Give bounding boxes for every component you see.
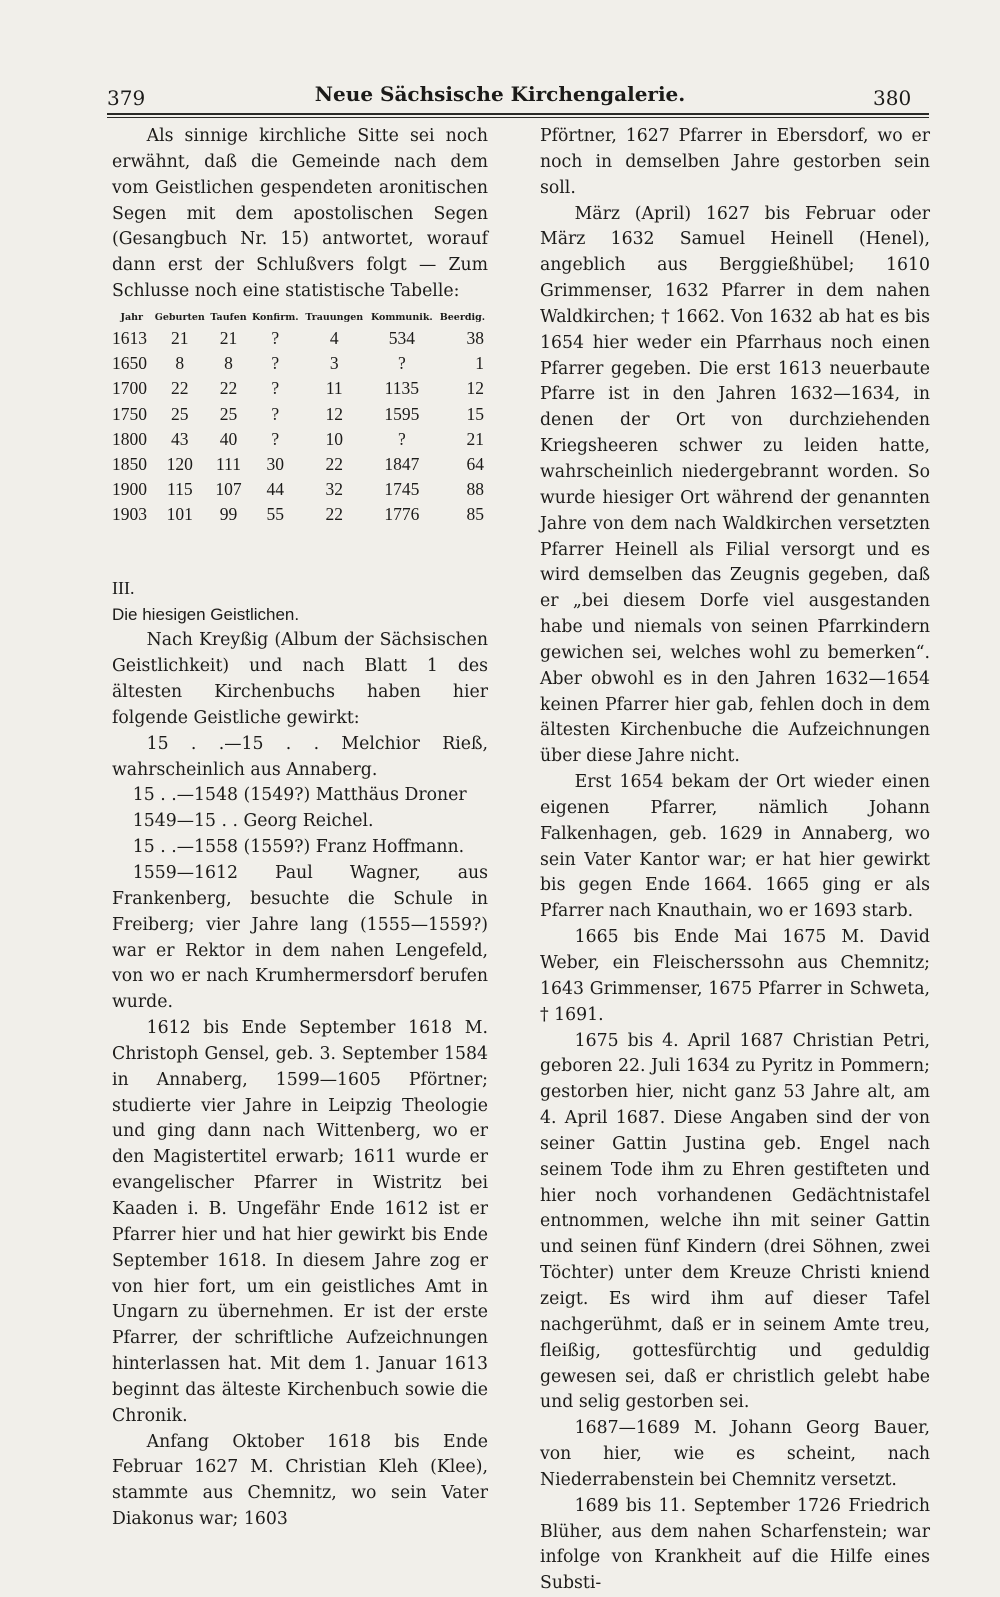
statistics-table [112, 306, 488, 528]
running-title: Neue Sächsische Kirchengalerie. [314, 82, 686, 106]
table-cell: 115 [166, 479, 193, 500]
table-cell: ? [271, 428, 280, 449]
table-row [112, 452, 488, 477]
table-cell: 22 [325, 504, 344, 525]
table-cell: 1776 [384, 504, 420, 525]
table-cell: 43 [171, 428, 189, 449]
left-column [112, 124, 488, 1533]
intro-paragraph: Als sinnige kirchliche Sitte sei noch erwähnt, daß die Gemeinde nach dem vom Geistlichen gespendeten aronitischen Segen mit dem apostolischen Segen (Gesangbuch Nr. 15) antwortet, worauf dann erst der Schlußvers folgt — Zum Schlusse noch eine statistische Tabelle: [112, 126, 488, 302]
table-cell: 1135 [384, 378, 420, 399]
table-cell: 22 [219, 378, 238, 399]
header-rule [107, 113, 929, 115]
table-cell: 3 [329, 353, 339, 374]
header-cell: Geburten [154, 311, 205, 323]
table-cell: 99 [219, 504, 238, 525]
header-cell: Taufen [210, 311, 247, 323]
table-cell: 21 [219, 328, 238, 348]
table-cell: 1700 [112, 378, 147, 399]
right-column [540, 124, 930, 1597]
table-row [112, 326, 488, 351]
table-cell: 21 [171, 328, 189, 348]
table-cell: ? [271, 403, 280, 424]
table-cell: 1650 [112, 353, 147, 374]
clergy-entry: 15 . .—15 . . Melchior Rieß, wahrscheinlich aus Annaberg. [112, 733, 488, 780]
clergy-entry: 15 . .—1548 (1549?) Matthäus Droner [132, 785, 467, 806]
table-cell: 101 [166, 504, 193, 525]
table-cell: ? [397, 428, 406, 449]
table-cell: 1 [475, 353, 484, 374]
table-row [112, 477, 488, 502]
table-cell: 88 [466, 479, 484, 500]
table-cell: 1903 [112, 504, 147, 525]
header-cell: Trauungen [305, 311, 364, 323]
header-cell: Kommunik. [370, 311, 433, 323]
clergy-entry: 1559—1612 Paul Wagner, aus Frankenberg, besuchte die Schule in Freiberg; vier Jahre lang (1555—1559?) war er Rektor in dem nahen Lengefeld, von wo er nach Krumhermersdorf berufen wurde. [112, 863, 488, 1013]
page-number-left: 379 [107, 86, 146, 110]
table-cell: 1900 [112, 479, 147, 500]
table-cell: 120 [166, 453, 193, 474]
section-spacer [112, 527, 488, 574]
table-cell: 55 [266, 504, 285, 525]
table-cell: 12 [325, 403, 344, 424]
table-cell: 32 [325, 479, 344, 500]
table-cell: 85 [466, 504, 484, 525]
table-header-row [112, 306, 488, 326]
table-row [112, 401, 488, 426]
table-cell: 64 [466, 453, 484, 474]
paragraph-1687: 1687—1689 M. Johann Georg Bauer, von hier, wie es scheint, nach Niederrabenstein bei Chemnitz versetzt. [540, 1418, 930, 1490]
table-cell: 107 [215, 479, 242, 500]
section-number: III. [112, 578, 135, 599]
continuation-paragraph: Pförtner, 1627 Pfarrer in Ebersdorf, wo er noch in demselben Jahre gestorben sein soll. [540, 126, 930, 198]
table-cell: 11 [325, 378, 343, 399]
table-cell: 25 [171, 403, 189, 424]
table-row [112, 427, 488, 452]
table-cell: 1800 [112, 428, 147, 449]
table-cell: 25 [219, 403, 238, 424]
table-row [112, 502, 488, 527]
paragraph-1627: März (April) 1627 bis Februar oder März 1632 Samuel Heinell (Henel), angeblich aus Berggießhübel; 1610 Grimmenser, 1632 Pfarrer in dem nahen Waldkirchen; † 1662. Von 1632 ab hat es bis 1654 hier weder ein Pfarrhaus noch einen Pfarrer gegeben. Die erst 1613 neuerbaute Pfarre ist in den Jahren 1632—1634, in denen der Ort von durchziehenden Kriegsheeren schwer zu leiden hatte, wahrscheinlich niedergebrannt worden. So wurde hiesiger Ort während der genannten Jahre von dem nach Waldkirchen versetzten Pfarrer Heinell als Filial versorgt und es wird demselben das Zeugnis gegeben, daß er „bei diesem Dorfe viel ausgestanden habe und niemals von seinen Pfarrkindern gewichen sei, welches wohl zu bemerken“. Aber obwohl es in den Jahren 1632—1654 keinen Pfarrer hier gab, fehlen doch in dem ältesten Kirchenbuche die Aufzeichnungen über diese Jahre nicht. [540, 203, 930, 767]
table-cell: 534 [388, 328, 415, 348]
table-row [112, 351, 488, 376]
table-cell: 8 [224, 353, 233, 374]
table-cell: ? [271, 378, 280, 399]
table-cell: 22 [325, 453, 344, 474]
page-header [0, 82, 1000, 112]
table-cell: 1750 [112, 403, 147, 424]
table-cell: 40 [219, 428, 238, 449]
header-cell: Jahr [120, 311, 144, 323]
paragraph-1618: Anfang Oktober 1618 bis Ende Februar 1627 M. Christian Kleh (Klee), stammte aus Chemnitz, wo sein Vater Diakonus war; 1603 [112, 1431, 488, 1530]
table-cell: 12 [466, 378, 484, 399]
paragraph-1675: 1675 bis 4. April 1687 Christian Petri, geboren 22. Juli 1634 zu Pyritz in Pommern; gestorben hier, nicht ganz 53 Jahre alt, am 4. April 1687. Diese Angaben sind der von seiner Gattin Justina geb. Engel nach seinem Tode ihm zu Ehren gestifteten und hier noch vorhandenen Gedächtnistafel entnommen, welche ihn mit seiner Gattin und seinen fünf Kindern (drei Söhnen, zwei Töchter) unter dem Kreuze Christi kniend zeigt. Es wird ihm auf dieser Tafel nachgerühmt, daß er in seinem Amte treu, fleißig, gottesfürchtig und geduldig gewesen sei, daß er christlich gelebt habe und selig gestorben sei. [540, 1030, 930, 1413]
header-cell: Konfirm. [252, 311, 299, 323]
table-cell: ? [271, 328, 280, 348]
paragraph-1654: Erst 1654 bekam der Ort wieder einen eigenen Pfarrer, nämlich Johann Falkenhagen, geb. 1629 in Annaberg, wo sein Vater Kantor war; er hat hier gewirkt bis gegen Ende 1664. 1665 ging er als Pfarrer nach Knauthain, wo er 1693 starb. [540, 772, 930, 922]
table-cell: ? [397, 353, 406, 374]
table-cell: 1850 [112, 453, 147, 474]
paragraph-1665: 1665 bis Ende Mai 1675 M. David Weber, ein Fleischerssohn aus Chemnitz; 1643 Grimmenser, 1675 Pfarrer in Schweta, † 1691. [540, 927, 930, 1025]
table-cell: 44 [266, 479, 285, 500]
table-cell: 1847 [384, 453, 420, 474]
sources-paragraph: Nach Kreyßig (Album der Sächsischen Geistlichkeit) und nach Blatt 1 des ältesten Kirchenbuchs haben hier folgende Geistliche gewirkt: [112, 630, 488, 728]
table-cell: 22 [171, 378, 189, 399]
paragraph-1689: 1689 bis 11. September 1726 Friedrich Blüher, aus dem nahen Scharfenstein; war infolge von Krankheit auf die Hilfe eines Substi- [540, 1495, 930, 1594]
clergy-entry: 1549—15 . . Georg Reichel. [132, 811, 374, 832]
table-cell: 30 [266, 453, 285, 474]
table-body [112, 326, 488, 528]
table-cell: 21 [466, 428, 484, 449]
table-cell: 8 [175, 353, 185, 374]
table-cell: 4 [329, 328, 339, 348]
table-cell: 15 [466, 403, 484, 424]
table-cell: 111 [216, 453, 241, 474]
table-cell: 1613 [112, 328, 147, 348]
header-cell: Beerdig. [439, 311, 486, 323]
table-cell: 38 [466, 328, 484, 348]
clergy-entry: 15 . .—1558 (1559?) Franz Hoffmann. [132, 837, 465, 858]
table-row [112, 376, 488, 401]
header-rule-thin [107, 117, 929, 118]
page-number-right: 380 [873, 86, 912, 110]
paragraph-1612: 1612 bis Ende September 1618 M. Christoph Gensel, geb. 3. September 1584 in Annaberg, 1599—1605 Pförtner; studierte vier Jahre in Leipzig Theologie und ging dann nach Wittenberg, wo er den Magistertitel erwarb; 1611 wurde er evangelischer Pfarrer in Wistritz bei Kaaden i. B. Ungefähr Ende 1612 ist er Pfarrer hier und hat hier gewirkt bis Ende September 1618. In diesem Jahre zog er von hier fort, um ein geistliches Amt in Ungarn zu übernehmen. Er ist der erste Pfarrer, der schriftliche Aufzeichnungen hinterlassen hat. Mit dem 1. Januar 1613 beginnt das älteste Kirchenbuch sowie die Chronik. [112, 1018, 488, 1426]
table-cell: 1595 [384, 403, 420, 424]
section-title: Die hiesigen Geistlichen. [112, 605, 300, 625]
table-cell: 10 [325, 428, 344, 449]
table-cell: ? [271, 353, 280, 374]
table-cell: 1745 [384, 479, 420, 500]
